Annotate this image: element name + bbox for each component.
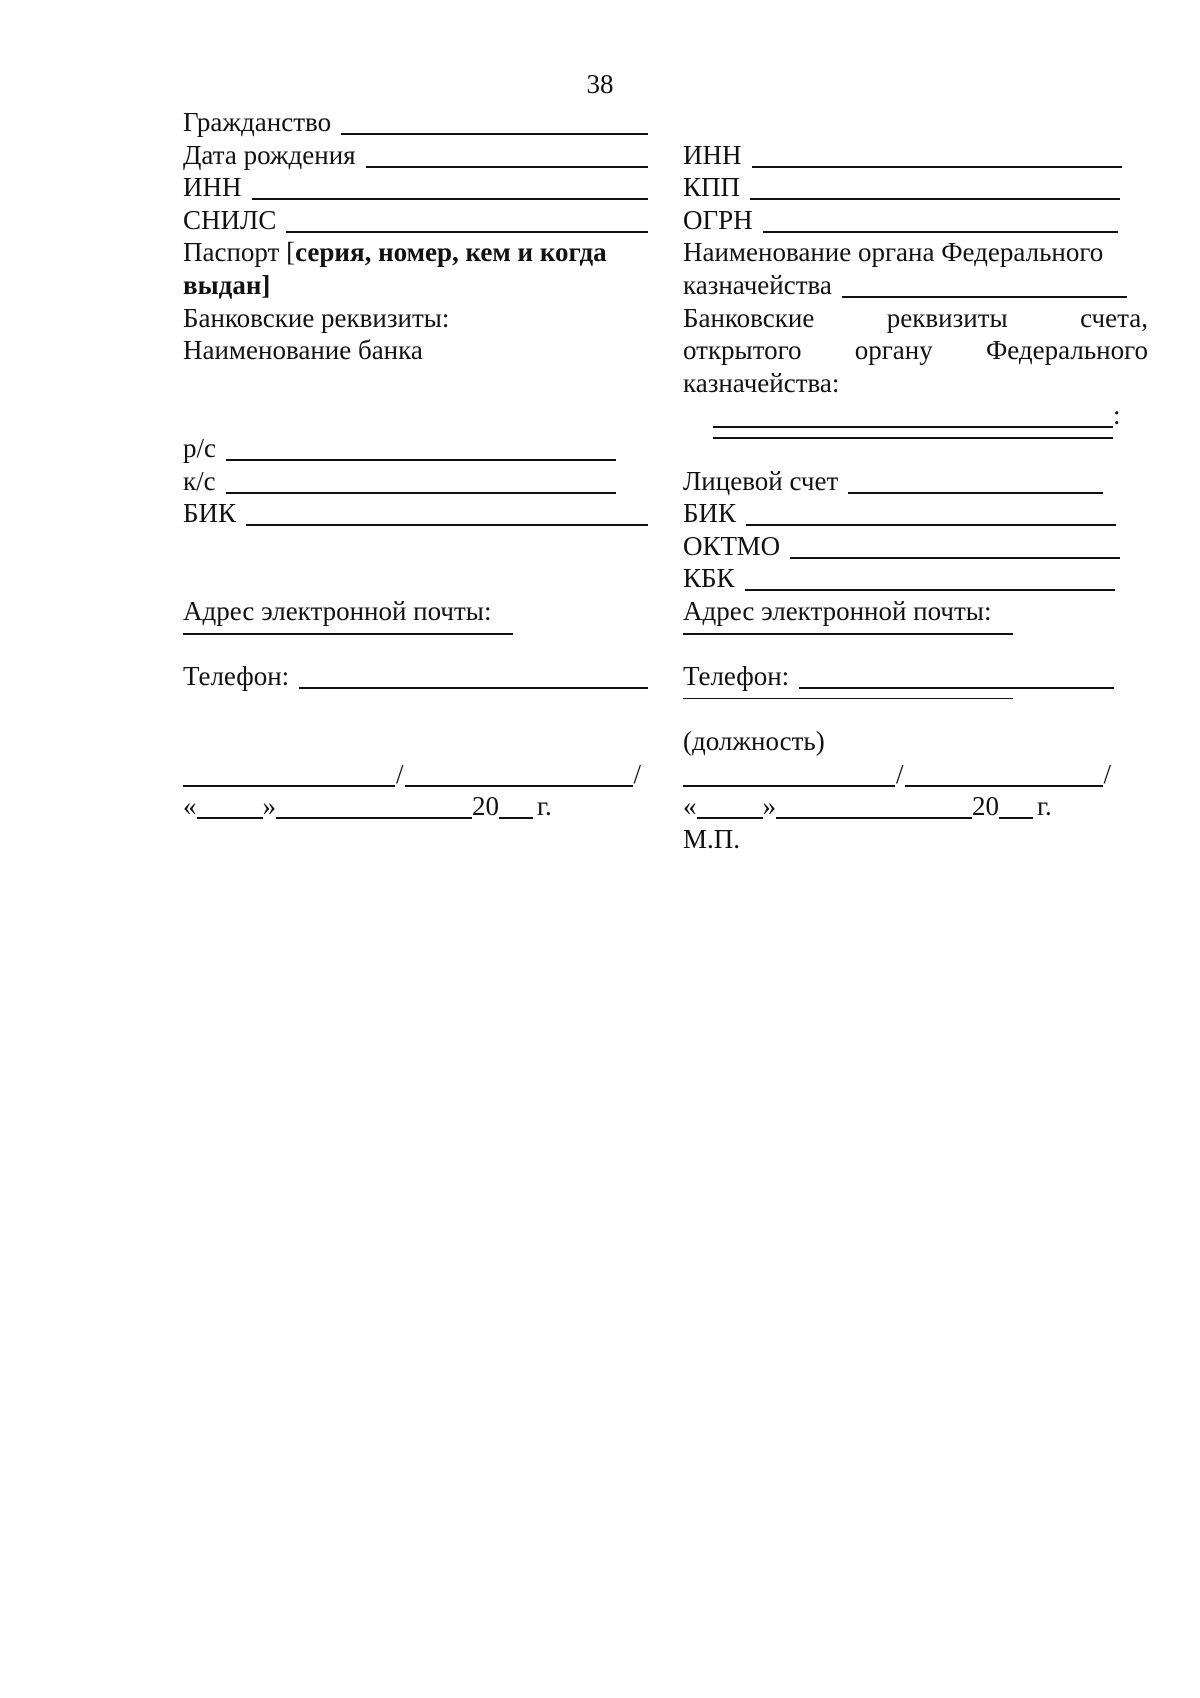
signature-row (183, 758, 648, 791)
r-phone-label: Телефон: (683, 661, 790, 692)
r-kpp-label: КПП (683, 172, 741, 203)
r-date-row (683, 790, 1148, 823)
r-email-field[interactable] (683, 632, 1013, 635)
r-quote-close: » (762, 791, 776, 822)
spacer (183, 399, 648, 432)
rs-label: р/с (183, 432, 216, 463)
r-bik-field[interactable] (746, 523, 1116, 526)
r-bank-name-field-2[interactable] (713, 436, 1113, 439)
r-signature-slash: / (896, 758, 904, 789)
r-quote-open: « (683, 791, 697, 822)
r-date-day-field[interactable] (697, 816, 763, 819)
birth-date-label: Дата рождения (183, 139, 356, 170)
r-bank-account-word: Федерального (985, 335, 1148, 366)
passport-row-2 (183, 269, 648, 302)
spacer (183, 562, 648, 595)
r-phone-field[interactable] (799, 686, 1114, 689)
spacer (183, 693, 648, 726)
r-treasury-row-2 (683, 269, 1148, 302)
passport-label: Паспорт [ (183, 237, 296, 268)
r-year-suffix: г. (1037, 791, 1052, 822)
signature-field[interactable] (183, 784, 395, 787)
r-treasury-label: Наименование органа Федерального (683, 237, 1104, 268)
email-label: Адрес электронной почты: (183, 595, 492, 626)
r-ogrn-label: ОГРН (683, 204, 753, 235)
r-inn-row (683, 139, 1148, 172)
r-bank-account-row (683, 302, 1148, 335)
r-bank-account-label-3: казначейства: (683, 367, 840, 398)
r-stamp-row (683, 823, 1148, 856)
spacer (183, 530, 648, 563)
left-column (183, 106, 648, 823)
spacer (183, 725, 648, 758)
citizenship-label: Гражданство (183, 107, 332, 137)
date-month-field[interactable] (276, 816, 472, 819)
r-position-field-row (683, 693, 1148, 726)
r-date-year-field[interactable] (999, 816, 1033, 819)
spacer (683, 106, 1148, 139)
quote-open: « (183, 791, 197, 822)
r-signature-slash-end: / (1103, 758, 1112, 789)
r-bank-name-colon: : (1113, 400, 1121, 431)
r-inn-label: ИНН (683, 139, 742, 170)
r-kpp-field[interactable] (750, 197, 1120, 200)
citizenship-field[interactable] (341, 132, 648, 135)
ks-row (183, 465, 648, 498)
r-signature-name-field[interactable] (905, 784, 1103, 787)
ks-label: к/с (183, 465, 216, 496)
email-row (183, 595, 648, 628)
snils-field[interactable] (286, 230, 648, 233)
r-ogrn-field[interactable] (763, 230, 1118, 233)
r-oktmo-label: ОКТМО (683, 530, 781, 561)
date-day-field[interactable] (197, 816, 263, 819)
snils-row (183, 204, 648, 237)
r-date-month-field[interactable] (776, 816, 972, 819)
r-kbk-label: КБК (683, 563, 735, 594)
r-bank-account-word: открытого (683, 335, 802, 366)
r-bank-name-field[interactable] (713, 425, 1113, 428)
date-row (183, 790, 648, 823)
r-stamp-label: М.П. (683, 824, 741, 855)
bik-row (183, 497, 648, 530)
snils-label: СНИЛС (183, 204, 277, 235)
r-oktmo-field[interactable] (790, 556, 1120, 559)
r-bank-account-word: Банковские (683, 302, 815, 333)
bik-label: БИК (183, 498, 237, 529)
email-field[interactable] (183, 632, 513, 635)
r-kbk-field[interactable] (745, 588, 1115, 591)
r-signature-field[interactable] (683, 784, 895, 787)
bank-name-row (183, 334, 648, 367)
passport-hint-2: выдан] (183, 269, 271, 300)
rs-field[interactable] (226, 458, 616, 461)
ks-field[interactable] (226, 491, 616, 494)
bank-details-label: Банковские реквизиты: (183, 302, 450, 333)
r-personal-account-field[interactable] (848, 491, 1103, 494)
r-year-prefix: 20 (972, 791, 999, 822)
signature-slash-end: / (633, 758, 642, 789)
r-bik-label: БИК (683, 498, 737, 529)
r-bank-account-word: счета, (1080, 302, 1148, 333)
r-email-label: Адрес электронной почты: (683, 595, 992, 626)
birth-date-row (183, 139, 648, 172)
passport-hint: серия, номер, кем и когда (295, 237, 607, 268)
r-position-label: (должность) (683, 726, 825, 757)
r-bik-row (683, 497, 1148, 530)
r-email-row (683, 595, 1148, 628)
email-field-row (183, 628, 648, 661)
r-position-row (683, 725, 1148, 758)
date-year-field[interactable] (499, 816, 533, 819)
year-prefix: 20 (472, 791, 499, 822)
r-treasury-row (683, 236, 1148, 269)
phone-label: Телефон: (183, 661, 290, 692)
r-ogrn-row (683, 204, 1148, 237)
phone-row (183, 660, 648, 693)
r-bank-account-row-3 (683, 367, 1148, 400)
r-bank-account-row-2 (683, 334, 1148, 367)
rs-row (183, 432, 648, 465)
r-personal-account-label: Лицевой счет (683, 465, 839, 496)
quote-close: » (262, 791, 276, 822)
passport-row (183, 236, 648, 269)
r-position-field[interactable] (683, 697, 1013, 699)
r-bank-name-row-2 (683, 432, 1148, 465)
bank-name-label: Наименование банка (183, 335, 423, 366)
r-kbk-row (683, 562, 1148, 595)
r-phone-row (683, 660, 1148, 693)
r-treasury-field[interactable] (842, 295, 1127, 298)
inn-label: ИНН (183, 172, 242, 203)
bank-details-row (183, 302, 648, 335)
birth-date-field[interactable] (366, 165, 648, 168)
inn-row (183, 171, 648, 204)
bik-field[interactable] (246, 523, 648, 526)
r-treasury-label-2: казначейства (683, 269, 832, 300)
r-bank-name-row (683, 399, 1148, 432)
signature-name-field[interactable] (405, 784, 633, 787)
right-column (683, 106, 1148, 856)
r-bank-account-word: органу (854, 335, 933, 366)
phone-field[interactable] (299, 686, 648, 689)
citizenship-row (183, 106, 648, 139)
year-suffix: г. (537, 791, 552, 822)
page-number: 38 (586, 69, 614, 99)
r-inn-field[interactable] (752, 165, 1122, 168)
inn-field[interactable] (252, 197, 649, 200)
r-kpp-row (683, 171, 1148, 204)
r-signature-row (683, 758, 1148, 791)
r-email-field-row (683, 628, 1148, 661)
r-oktmo-row (683, 530, 1148, 563)
r-personal-account-row (683, 465, 1148, 498)
r-bank-account-word: реквизиты (886, 302, 1008, 333)
signature-slash: / (396, 758, 404, 789)
spacer (183, 367, 648, 400)
